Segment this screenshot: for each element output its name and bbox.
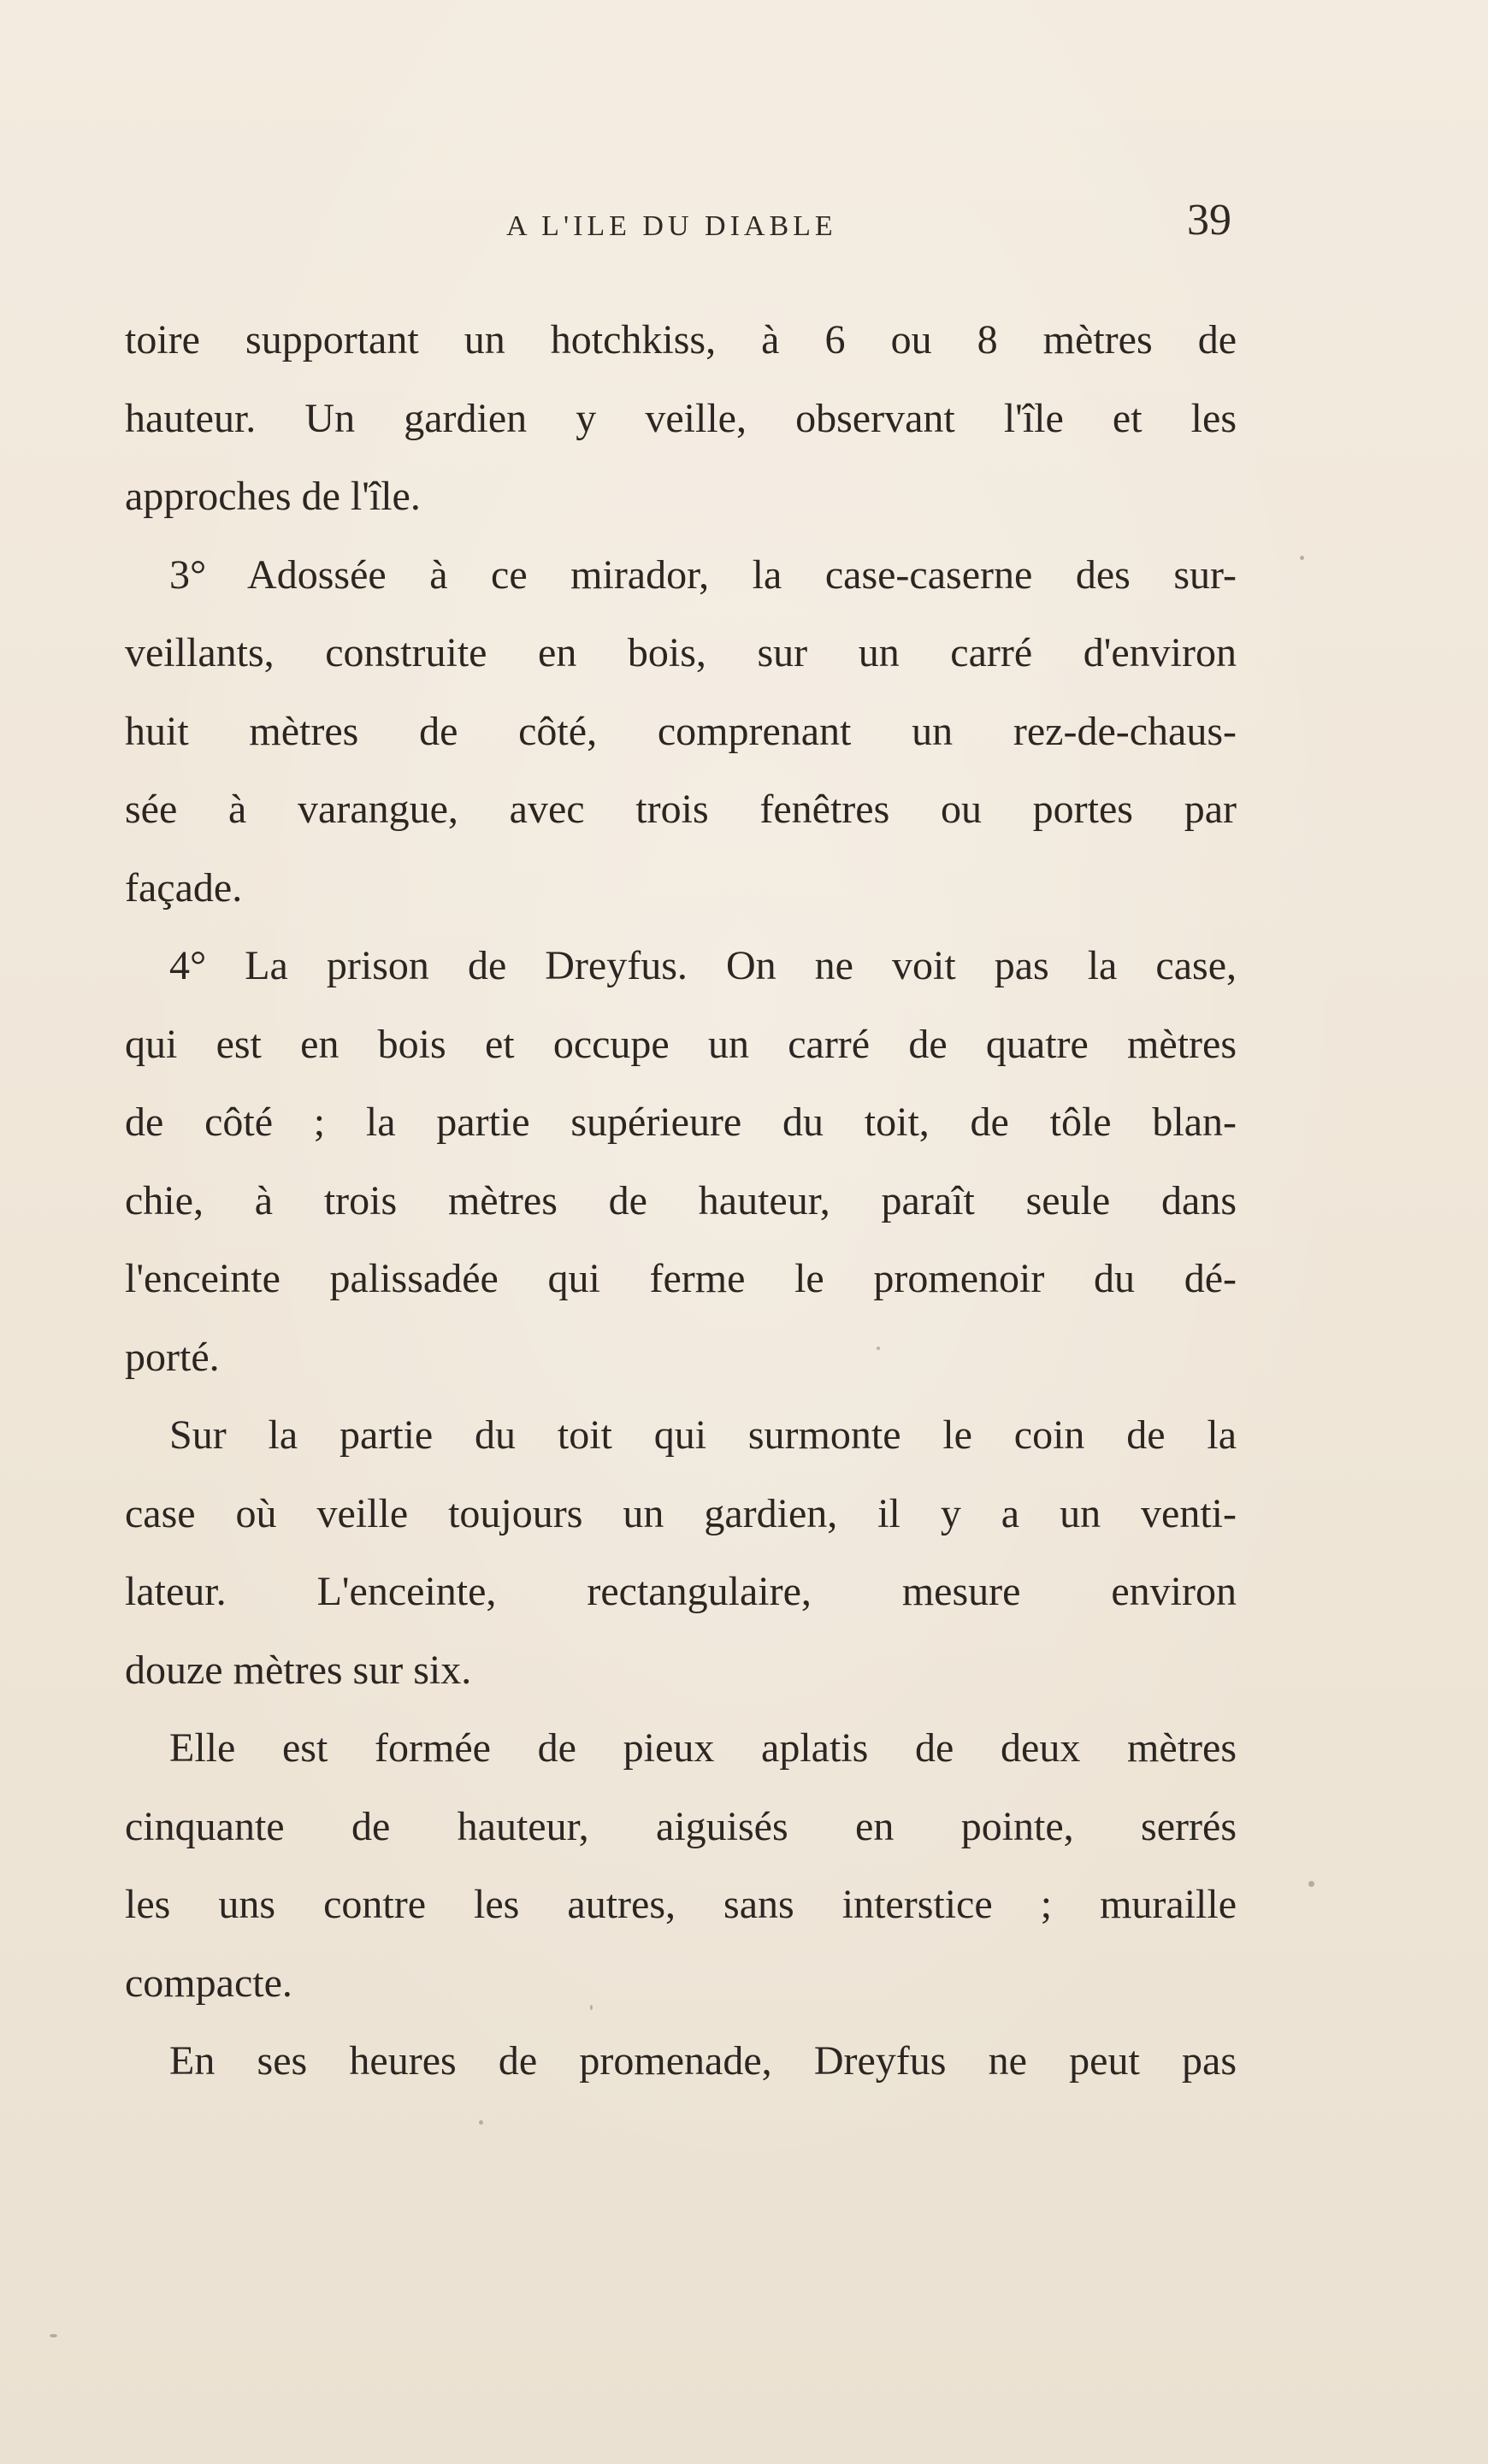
paper-speck: [1308, 1881, 1314, 1887]
text-line: compacte.: [125, 1960, 292, 2006]
text-line: de côté ; la partie supérieure du toit, de tôle blan-: [125, 1099, 1237, 1145]
running-head: [0, 195, 1488, 263]
text-line: lateur. L'enceinte, rectangulaire, mesure environ: [125, 1569, 1237, 1614]
text-line: façade.: [125, 864, 243, 911]
text-line: toire supportant un hotchkiss, à 6 ou 8 mètres de: [125, 317, 1237, 363]
running-title: A L'ILE DU DIABLE: [506, 210, 837, 242]
text-line: Sur la partie du toit qui surmonte le coin de la: [169, 1412, 1237, 1458]
text-line: douze mètres sur six.: [125, 1647, 472, 1693]
page-number: 39: [1187, 196, 1231, 245]
text-line: porté.: [125, 1334, 220, 1380]
text-line: approches de l'île.: [125, 474, 421, 519]
text-line: case où veille toujours un gardien, il y a un venti-: [125, 1490, 1237, 1536]
paper-speck: [50, 2334, 57, 2337]
text-line: En ses heures de promenade, Dreyfus ne peut pas: [169, 2038, 1237, 2084]
text-line: 4° La prison de Dreyfus. On ne voit pas la case,: [169, 943, 1237, 988]
text-line: 3° Adossée à ce mirador, la case-caserne des sur-: [169, 551, 1237, 598]
text-line: chie, à trois mètres de hauteur, paraît seule dans: [125, 1177, 1237, 1223]
text-line: veillants, construite en bois, sur un carré d'environ: [125, 630, 1237, 675]
paper-speck: [479, 2120, 483, 2125]
text-line: l'enceinte palissadée qui ferme le promenoir du dé-: [125, 1256, 1237, 1301]
text-line: sée à varangue, avec trois fenêtres ou portes par: [125, 787, 1237, 832]
text-line: Elle est formée de pieux aplatis de deux mètres: [169, 1725, 1237, 1771]
text-line: huit mètres de côté, comprenant un rez-de-chaus-: [125, 708, 1237, 754]
text-line: hauteur. Un gardien y veille, observant l'île et les: [125, 395, 1237, 441]
body-text: [125, 301, 1237, 2101]
text-line: qui est en bois et occupe un carré de quatre mètres: [125, 1021, 1237, 1067]
text-line: les uns contre les autres, sans interstice ; muraille: [125, 1882, 1237, 1927]
paper-speck: [1300, 556, 1304, 560]
text-line: cinquante de hauteur, aiguisés en pointe, serrés: [125, 1803, 1237, 1849]
